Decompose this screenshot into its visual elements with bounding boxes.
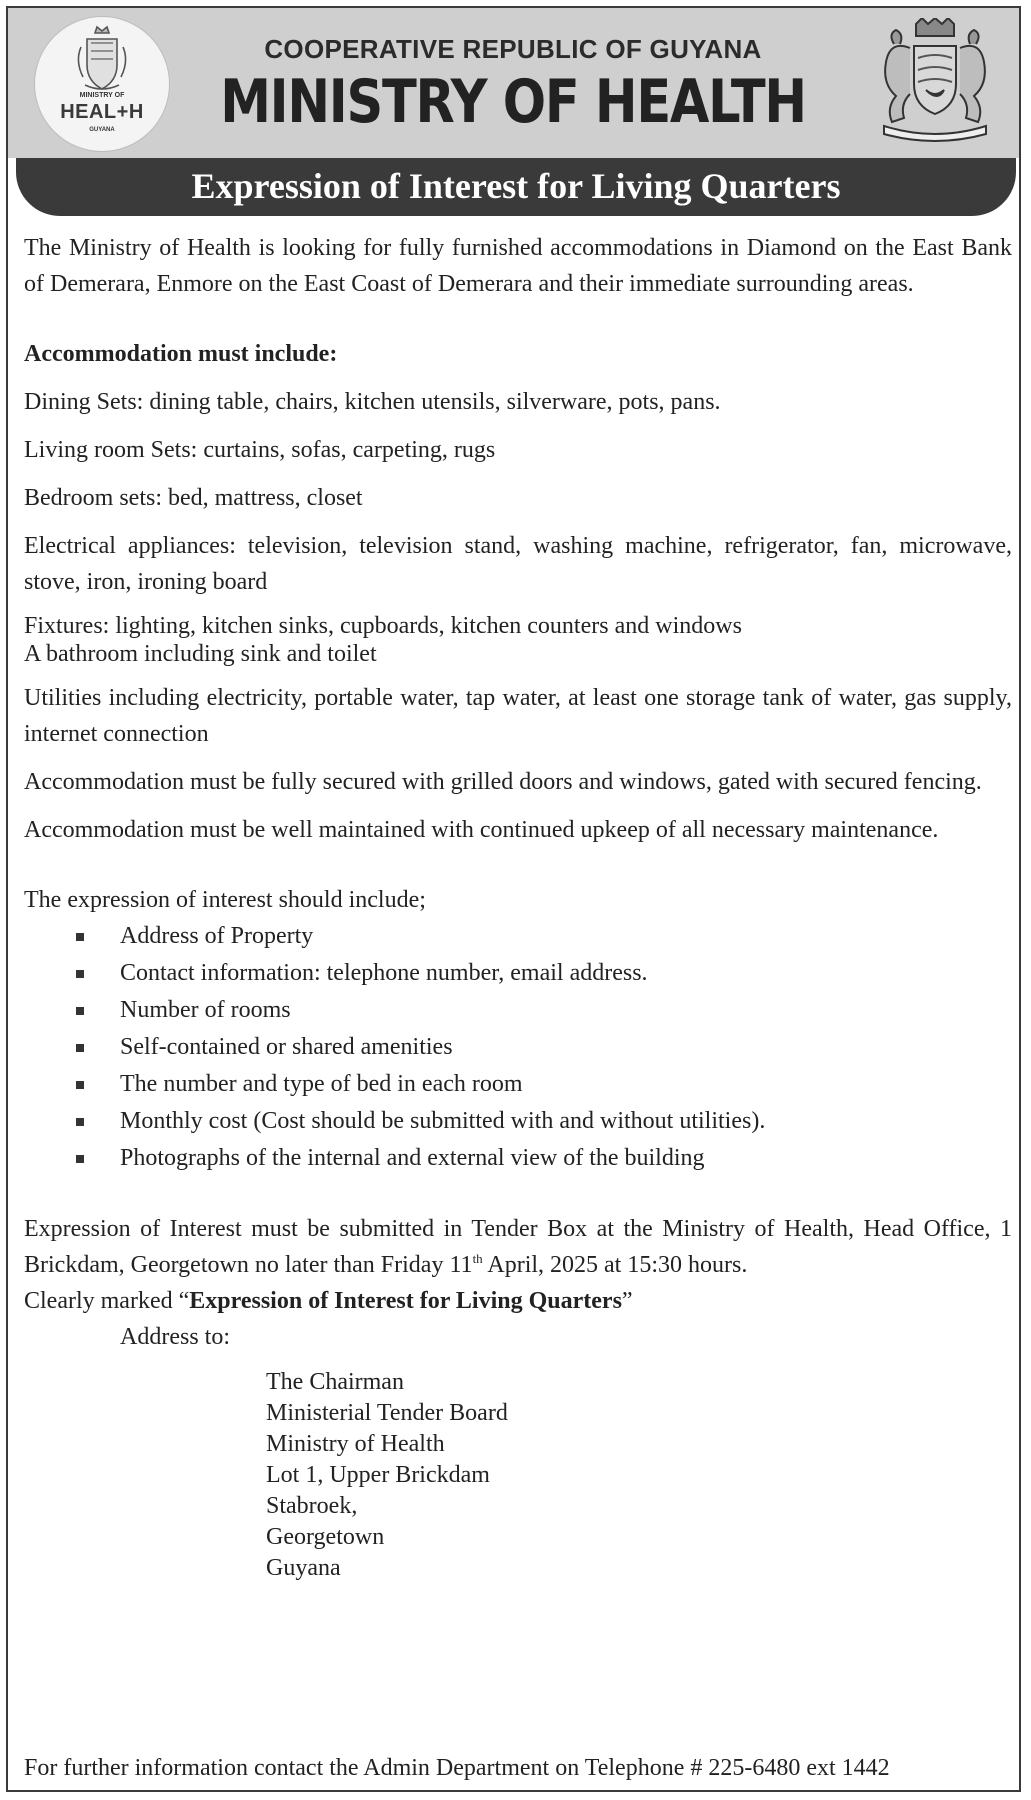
submission-text: Expression of Interest must be submitted in Tender Box at the Ministry of Health, Head Office, 1 Brickdam, Georgetown no later than Friday 11 xyxy=(24,1216,1012,1278)
list-item xyxy=(24,955,1012,992)
address-line: Georgetown xyxy=(266,1524,385,1550)
requirement-bathroom: A bathroom including sink and toilet xyxy=(24,641,377,667)
address-line: Ministry of Health xyxy=(266,1431,445,1457)
address-block xyxy=(24,1367,1012,1584)
header-band xyxy=(8,8,1019,158)
list-item-text: Address of Property xyxy=(120,923,314,949)
coat-of-arms-icon xyxy=(874,18,996,146)
bullet-square-icon xyxy=(76,1118,84,1126)
requirement-maintenance: Accommodation must be well maintained with continued upkeep of all necessary maintenance. xyxy=(24,817,939,843)
marking-instruction xyxy=(24,1283,1012,1319)
marking-suffix: ” xyxy=(621,1288,633,1314)
list-item xyxy=(24,1029,1012,1066)
advertisement-page xyxy=(6,6,1021,1792)
submission-deadline-text: April, 2025 at 15:30 hours. xyxy=(482,1252,748,1278)
ministry-of-health-logo xyxy=(34,16,170,152)
requirement-fixtures: Fixtures: lighting, kitchen sinks, cupboards, kitchen counters and windows xyxy=(24,613,742,639)
list-item-text: Photographs of the internal and external view of the building xyxy=(120,1145,705,1171)
list-item xyxy=(24,992,1012,1029)
list-item-text: Monthly cost (Cost should be submitted with and without utilities). xyxy=(120,1108,766,1134)
list-item-text: The number and type of bed in each room xyxy=(120,1071,523,1097)
logo-bottom-text: GUYANA xyxy=(89,127,115,133)
republic-heading: COOPERATIVE REPUBLIC OF GUYANA xyxy=(264,34,762,64)
bullet-square-icon xyxy=(76,970,84,978)
requirement-utilities: Utilities including electricity, portable water, tap water, at least one storage tank of water, gas supply, internet connection xyxy=(24,685,1012,747)
list-item xyxy=(24,918,1012,955)
logo-top-text: MINISTRY OF xyxy=(79,92,125,99)
marking-prefix: Clearly marked “ xyxy=(24,1288,190,1314)
advertisement-body xyxy=(24,230,1012,1584)
list-item xyxy=(24,1103,1012,1140)
contact-footer: For further information contact the Admin Department on Telephone # 225-6480 ext 1442 xyxy=(24,1755,890,1781)
requirements-heading: Accommodation must include: xyxy=(24,341,338,367)
logo-main-text: HEAL+H xyxy=(60,101,144,123)
title-banner: Expression of Interest for Living Quarters xyxy=(16,158,1016,216)
bullet-square-icon xyxy=(76,1007,84,1015)
list-item-text: Contact information: telephone number, email address. xyxy=(120,960,648,986)
bullet-square-icon xyxy=(76,1081,84,1089)
list-item xyxy=(24,1140,1012,1177)
intro-paragraph: The Ministry of Health is looking for fully furnished accommodations in Diamond on the East Bank of Demerara, Enmore on the East Coast of Demerara and their immediate surrounding areas. xyxy=(24,235,1012,297)
bullet-square-icon xyxy=(76,1044,84,1052)
requirement-bedroom: Bedroom sets: bed, mattress, closet xyxy=(24,485,363,511)
bullet-square-icon xyxy=(76,1155,84,1163)
list-item-text: Number of rooms xyxy=(120,997,291,1023)
requirement-electrical: Electrical appliances: television, television stand, washing machine, refrigerator, fan, microwave, stove, iron, ironing board xyxy=(24,533,1012,595)
address-line: Stabroek, xyxy=(266,1493,358,1519)
eoi-list xyxy=(24,918,1012,1177)
list-item-text: Self-contained or shared amenities xyxy=(120,1034,453,1060)
date-ordinal-suffix: th xyxy=(472,1251,483,1266)
address-line: The Chairman xyxy=(266,1369,404,1395)
requirement-living-room: Living room Sets: curtains, sofas, carpeting, rugs xyxy=(24,437,496,463)
marking-title: Expression of Interest for Living Quarters xyxy=(189,1288,622,1314)
eoi-heading: The expression of interest should include; xyxy=(24,887,426,913)
ministry-heading: MINISTRY OF HEALTH xyxy=(220,67,806,137)
requirement-security: Accommodation must be fully secured with grilled doors and windows, gated with secured fencing. xyxy=(24,769,982,795)
address-line: Guyana xyxy=(266,1555,341,1581)
submission-paragraph xyxy=(24,1211,1012,1283)
list-item xyxy=(24,1066,1012,1103)
address-line: Ministerial Tender Board xyxy=(266,1400,508,1426)
bullet-square-icon xyxy=(76,933,84,941)
address-line: Lot 1, Upper Brickdam xyxy=(266,1462,490,1488)
address-label: Address to: xyxy=(120,1324,230,1350)
requirement-dining: Dining Sets: dining table, chairs, kitchen utensils, silverware, pots, pans. xyxy=(24,389,721,415)
